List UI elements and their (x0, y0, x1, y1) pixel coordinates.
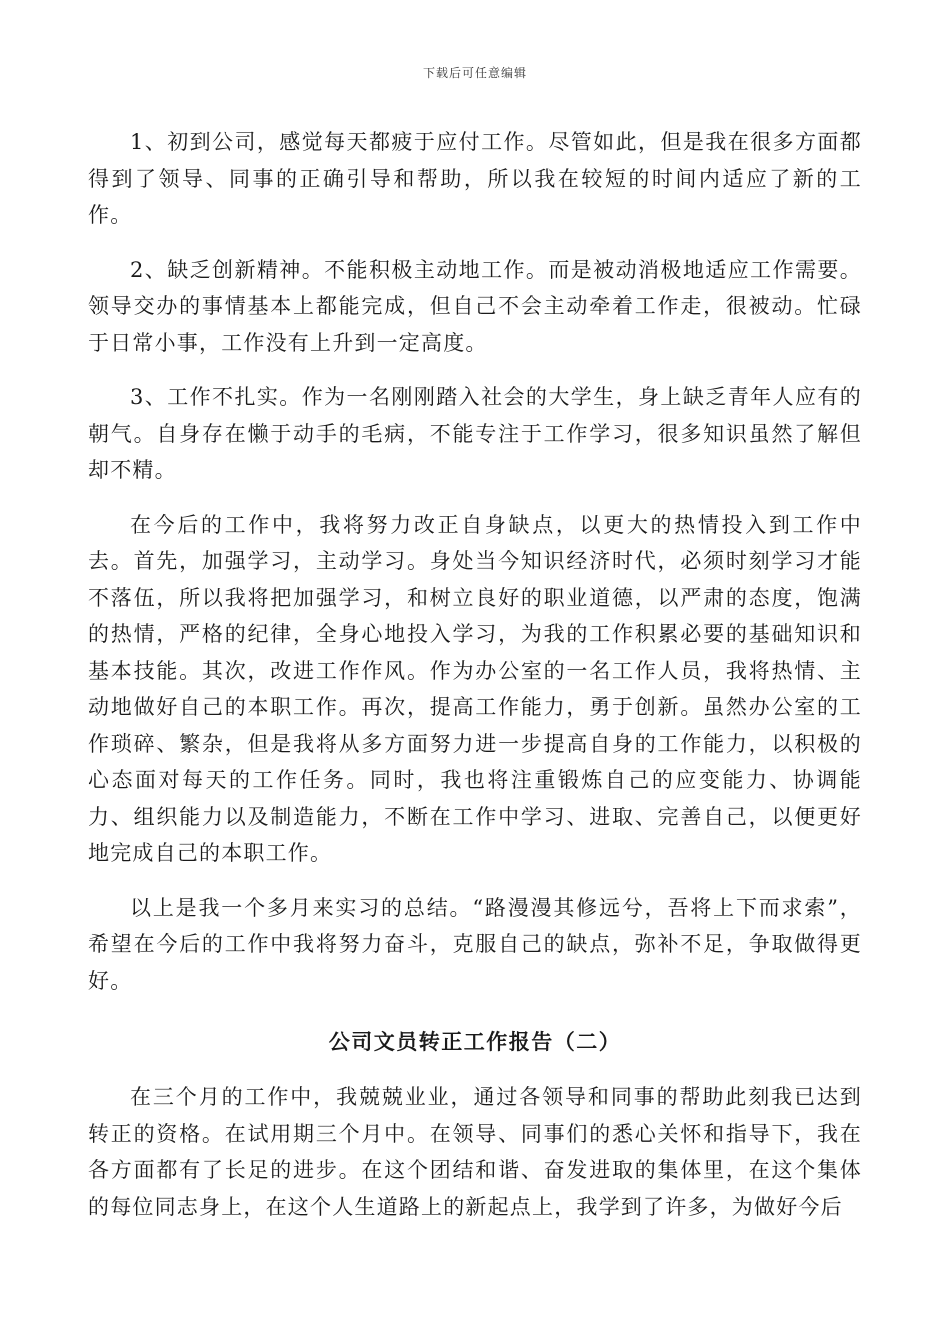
page-header-note: 下载后可任意编辑 (422, 66, 527, 80)
paragraph-report-intro: 在三个月的工作中，我兢兢业业，通过各领导和同事的帮助此刻我已达到转正的资格。在试用期三个月中。在领导、同事们的悉心关怀和指导下，我在各方面都有了长足的进步。在这个团结和谐、奋发进取的集体里，在这个集体的每位同志身上，在这个人生道路上的新起点上，我学到了许多，为做好今后 (88, 1085, 862, 1219)
paragraph-conclusion: 以上是我一个多月来实习的总结。“路漫漫其修远兮，吾将上下而求索”，希望在今后的工作中我将努力奋斗，克服自己的缺点，弥补不足，争取做得更好。 (88, 895, 862, 993)
section-title: 公司文员转正工作报告（二） (328, 1029, 622, 1054)
paragraph-point-1: 1、初到公司，感觉每天都疲于应付工作。尽管如此，但是我在很多方面都得到了领导、同事的正确引导和帮助，所以我在较短的时间内适应了新的工作。 (88, 130, 862, 227)
paragraph-point-2: 2、缺乏创新精神。不能积极主动地工作。而是被动消极地适应工作需要。领导交办的事情基本上都能完成，但自己不会主动牵着工作走，很被动。忙碌于日常小事，工作没有上升到一定高度。 (88, 257, 862, 355)
paragraph-future-plans: 在今后的工作中，我将努力改正自身缺点，以更大的热情投入到工作中去。首先，加强学习，主动学习。身处当今知识经济时代，必须时刻学习才能不落伍，所以我将把加强学习，和树立良好的职业道德，以严肃的态度，饱满的热情，严格的纪律，全身心地投入学习，为我的工作积累必要的基础知识和基本技能。其次，改进工作作风。作为办公室的一名工作人员，我将热情、主动地做好自己的本职工作。再次，提高工作能力，勇于创新。虽然办公室的工作琐碎、繁杂，但是我将从多方面努力进一步提高自身的工作能力，以积极的心态面对每天的工作任务。同时，我也将注重锻炼自己的应变能力、协调能力、组织能力以及制造能力，不断在工作中学习、进取、完善自己，以便更好地完成自己的本职工作。 (88, 512, 862, 865)
paragraph-point-3: 3、工作不扎实。作为一名刚刚踏入社会的大学生，身上缺乏青年人应有的朝气。自身存在懒于动手的毛病，不能专注于工作学习，很多知识虽然了解但却不精。 (88, 385, 862, 482)
document-body (88, 124, 862, 1243)
